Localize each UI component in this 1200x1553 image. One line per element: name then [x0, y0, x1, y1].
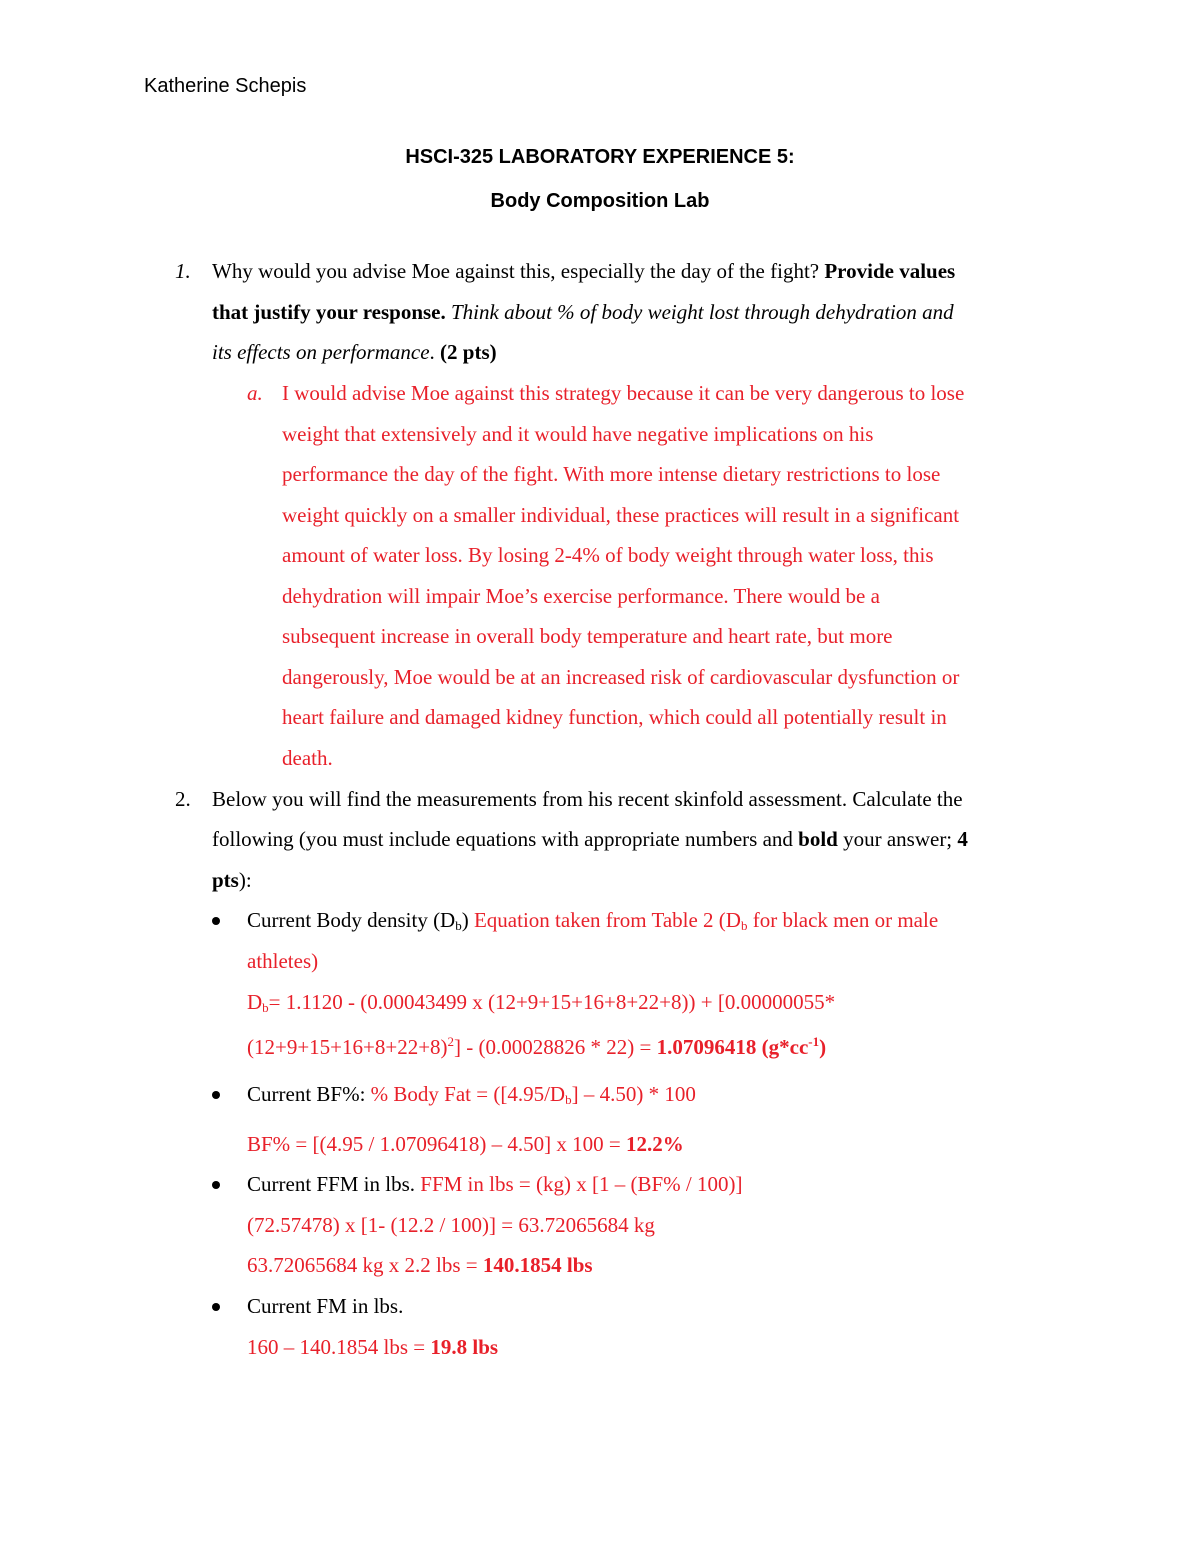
bf-calc-line: [247, 1130, 684, 1158]
density-answer-sup: -1: [808, 1034, 820, 1049]
density-answer-end: ): [819, 1035, 827, 1059]
fm-label: Current FM in lbs.: [247, 1294, 404, 1318]
q1-emphasis: Provide values: [824, 259, 956, 283]
q1-text-line2: [212, 298, 954, 326]
bullet-icon: [212, 1303, 220, 1311]
density-note-sub: b: [740, 918, 748, 933]
q2-text-end: ):: [238, 868, 252, 892]
density-note-text: Equation taken from Table 2 (D: [473, 908, 741, 932]
q2-text: following (you must include equations with appropriate numbers and: [212, 827, 793, 851]
q1-answer-line: subsequent increase in overall body temperature and heart rate, but more: [282, 624, 893, 648]
density-answer: [657, 1035, 826, 1059]
ffm-answer: 140.1854 lbs: [482, 1253, 593, 1277]
ffm-calc2: 63.72065684 kg x 2.2 lbs =: [247, 1253, 478, 1277]
q1-text: Why would you advise Moe against this, especially the day of the fight?: [212, 259, 820, 283]
ffm-calc2-line: [247, 1251, 593, 1279]
q1-answer-line: heart failure and damaged kidney function, which could all potentially result in: [282, 705, 947, 729]
document-title: HSCI-325 LABORATORY EXPERIENCE 5:: [405, 146, 795, 168]
fm-calc: 160 – 140.1854 lbs =: [247, 1335, 426, 1359]
q1-number: 1.: [175, 259, 191, 283]
q2-number: 2.: [175, 787, 191, 811]
q1-hint: Think about % of body weight lost through dehydration and: [451, 300, 954, 324]
fm-calc-line: [247, 1333, 498, 1361]
q1-answer-line: performance the day of the fight. With more intense dietary restrictions to lose: [282, 462, 941, 486]
q1-answer-line: dangerously, Moe would be at an increased risk of cardiovascular dysfunction or: [282, 665, 960, 689]
q2-text-cont: your answer;: [843, 827, 953, 851]
density-label-end: ): [461, 908, 469, 932]
q1-answer-label: a.: [247, 381, 263, 405]
density-eq-sup: 2: [447, 1034, 455, 1049]
fm-answer: 19.8 lbs: [430, 1335, 499, 1359]
q1-answer-line: I would advise Moe against this strategy because it can be very dangerous to lose: [282, 381, 965, 405]
density-note-cont: for black men or male: [752, 908, 939, 932]
bf-label: Current BF%:: [247, 1082, 366, 1106]
ffm-calc1: (72.57478) x [1- (12.2 / 100)] = 63.72065684 kg: [247, 1213, 655, 1237]
density-eq-text: = 1.1120 - (0.00043499 x (12+9+15+16+8+22+8)) + [0.00000055*: [268, 990, 836, 1014]
density-note: [474, 908, 938, 932]
q1-emphasis-cont: that justify your response.: [212, 300, 446, 324]
q1-text-line3: its effects on performance. (2 pts): [212, 340, 497, 364]
q2-bold-word: bold: [798, 827, 838, 851]
bf-formula-sub: b: [565, 1092, 572, 1107]
density-note-line2: athletes): [247, 949, 319, 973]
ffm-label-line: [247, 1170, 742, 1198]
q2-text-line1: Below you will find the measurements from his recent skinfold assessment. Calculate the: [212, 787, 963, 811]
document-subtitle: Body Composition Lab: [490, 190, 710, 212]
q2-points-unit: pts: [212, 868, 239, 892]
bullet-icon: [212, 1091, 220, 1099]
ffm-formula: FFM in lbs = (kg) x [1 – (BF% / 100)]: [420, 1172, 743, 1196]
density-equation-line1: [247, 988, 835, 1022]
density-answer-value: 1.07096418 (g*cc: [656, 1035, 809, 1059]
author-name: Katherine Schepis: [144, 75, 307, 97]
bf-formula: [371, 1082, 696, 1106]
density-equation-line2: [247, 1028, 826, 1061]
q1-answer-line: weight quickly on a smaller individual, these practices will result in a significant: [282, 503, 960, 527]
density-label: Current Body density (D: [247, 908, 456, 932]
q1-hint-cont: its effects on performance: [212, 340, 430, 364]
q2-text-line2: [212, 825, 968, 853]
bf-answer: 12.2%: [625, 1132, 684, 1156]
q1-answer-line: dehydration will impair Moe’s exercise performance. There would be a: [282, 584, 880, 608]
density-label-line: [247, 906, 938, 940]
q1-answer-line: weight that extensively and it would have negative implications on his: [282, 422, 874, 446]
bullet-icon: [212, 917, 220, 925]
q2-points-value: 4: [957, 827, 968, 851]
bf-formula-text: % Body Fat = ([4.95/D: [370, 1082, 566, 1106]
q1-text-line1: [212, 257, 955, 285]
density-eq-rest: ] - (0.00028826 * 22) =: [454, 1035, 652, 1059]
q1-answer-line: death.: [282, 746, 333, 770]
density-label-sub: b: [455, 918, 462, 933]
density-eq-sub: b: [262, 1000, 269, 1015]
density-eq-symbol: D: [247, 990, 263, 1014]
bf-formula-end: ] – 4.50) * 100: [571, 1082, 696, 1106]
q1-points: (2 pts): [440, 340, 497, 364]
q2-text-line3: [212, 866, 252, 894]
ffm-label: Current FFM in lbs.: [247, 1172, 416, 1196]
bf-label-line: [247, 1080, 696, 1114]
q1-answer-line: amount of water loss. By losing 2-4% of body weight through water loss, this: [282, 543, 934, 567]
bf-calc: BF% = [(4.95 / 1.07096418) – 4.50] x 100 =: [247, 1132, 621, 1156]
density-eq-sum: (12+9+15+16+8+22+8): [247, 1035, 448, 1059]
bullet-icon: [212, 1181, 220, 1189]
